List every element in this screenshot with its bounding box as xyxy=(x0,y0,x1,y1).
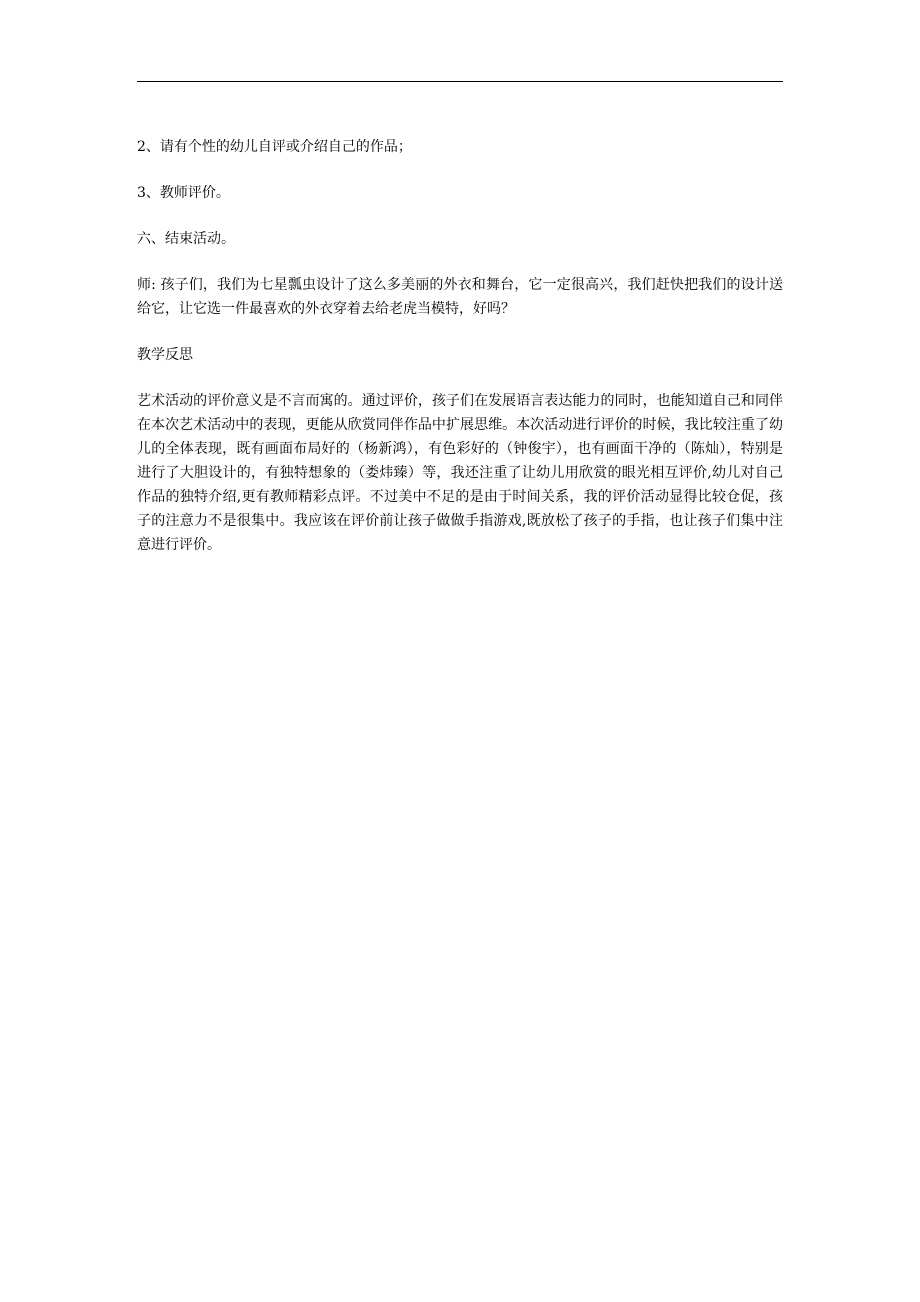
document-body xyxy=(137,135,783,557)
header-rule xyxy=(137,81,783,82)
paragraph-teacher-speech: 师: 孩子们，我们为七星瓢虫设计了这么多美丽的外衣和舞台，它一定很高兴，我们赶快把我们的设计送给它，让它选一件最喜欢的外衣穿着去给老虎当模特，好吗？ xyxy=(137,277,783,317)
section-heading-reflection: 教学反思 xyxy=(137,347,193,363)
paragraph-reflection-body: 艺术活动的评价意义是不言而寓的。通过评价，孩子们在发展语言表达能力的同时，也能知道自己和同伴在本次艺术活动中的表现，更能从欣赏同伴作品中扩展思维。本次活动进行评价的时候，我比较注重了幼儿的全体表现，既有画面布局好的（杨新鸿），有色彩好的（钟俊宇），也有画面干净的（陈灿），特别是进行了大胆设计的，有独特想象的（娄炜臻）等，我还注重了让幼儿用欣赏的眼光相互评价,幼儿对自己作品的独特介绍,更有教师精彩点评。不过美中不足的是由于时间关系，我的评价活动显得比较仓促，孩子的注意力不是很集中。我应该在评价前让孩子做做手指游戏,既放松了孩子的手指，也让孩子们集中注意进行评价。 xyxy=(137,393,783,553)
paragraph-step-2: 2、请有个性的幼儿自评或介绍自己的作品； xyxy=(137,139,412,155)
paragraph-step-3: 3、教师评价。 xyxy=(137,185,230,201)
section-heading-end-activity: 六、结束活动。 xyxy=(137,231,235,247)
